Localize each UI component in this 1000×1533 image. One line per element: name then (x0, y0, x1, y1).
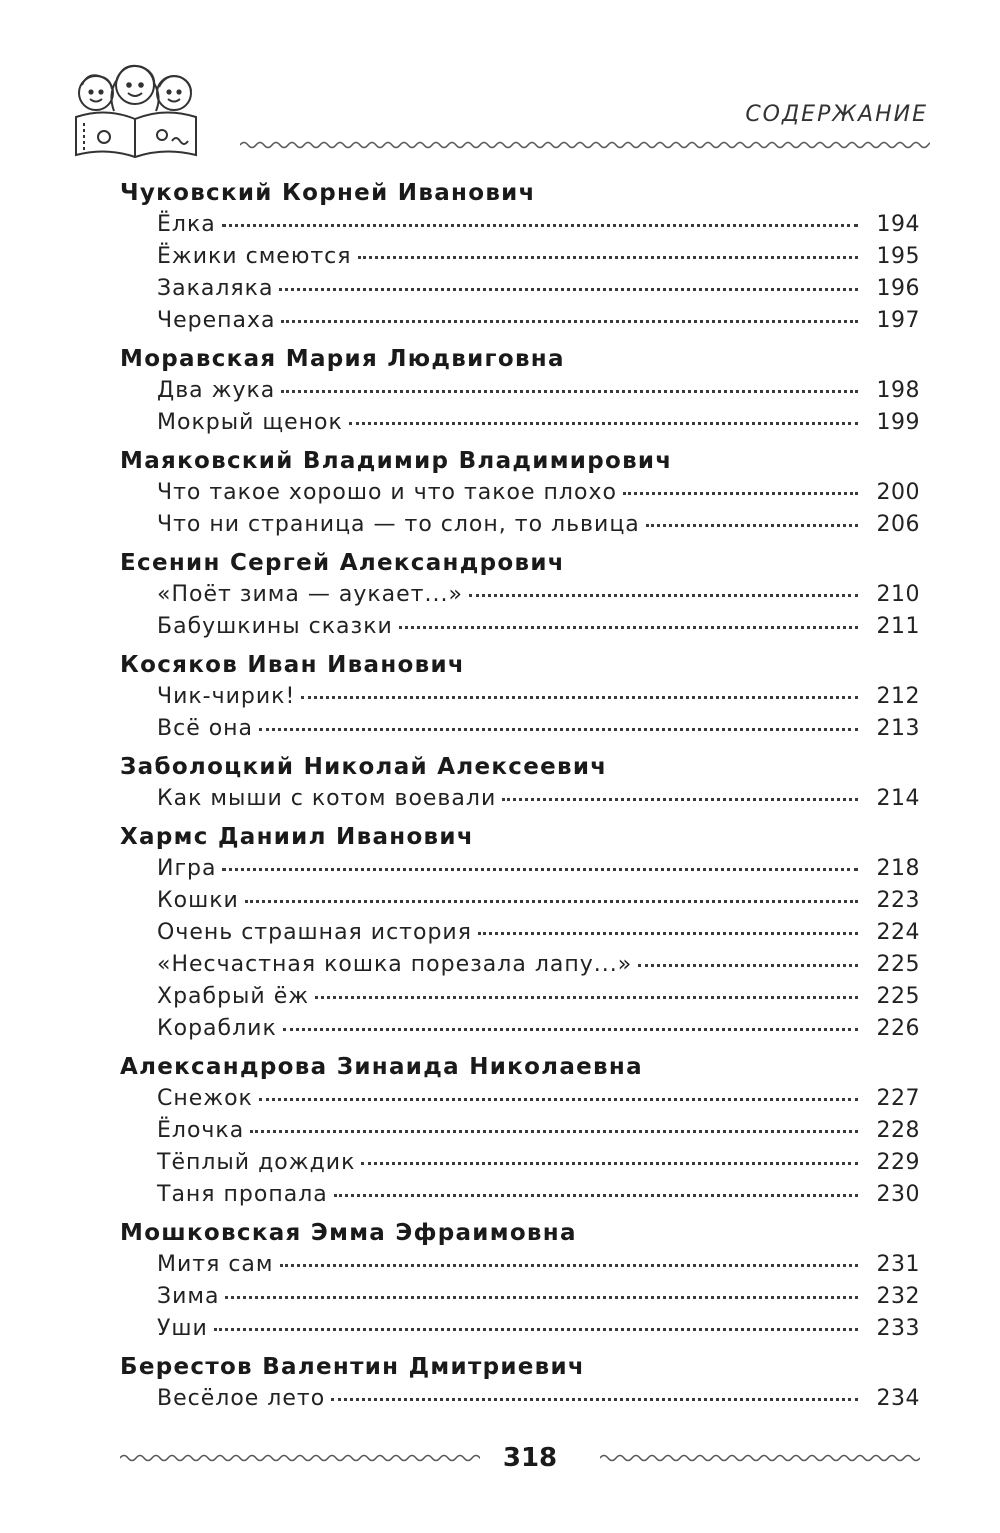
entry-page-number: 232 (876, 1284, 920, 1309)
entry-page-number: 227 (876, 1086, 920, 1111)
dot-leader (349, 422, 858, 425)
children-reading-book-icon (62, 55, 208, 160)
toc-entry (120, 1013, 920, 1045)
entry-title: Снежок (157, 1086, 253, 1111)
dot-leader (638, 964, 858, 967)
header-title: СОДЕРЖАНИЕ (745, 102, 928, 127)
author-heading: Александрова Зинаида Николаевна (120, 1054, 643, 1080)
entry-title: Черепаха (157, 308, 276, 333)
entry-title: Ёжики смеются (157, 244, 352, 269)
toc-entry (120, 917, 920, 949)
toc-entry (120, 1179, 920, 1211)
author-heading: Заболоцкий Николай Алексеевич (120, 754, 608, 780)
entry-page-number: 218 (876, 856, 920, 881)
toc-entry (120, 1281, 920, 1313)
toc-entry (120, 1249, 920, 1281)
author-heading: Маяковский Владимир Владимирович (120, 448, 673, 474)
entry-page-number: 224 (876, 920, 920, 945)
dot-leader (281, 390, 858, 393)
entry-page-number: 194 (876, 212, 920, 237)
dot-leader (358, 256, 859, 259)
entry-page-number: 228 (876, 1118, 920, 1143)
author-heading: Чуковский Корней Иванович (120, 180, 536, 206)
author-heading: Моравская Мария Людвиговна (120, 346, 565, 372)
entry-title: Два жука (157, 378, 276, 403)
toc-entry (120, 1147, 920, 1179)
dot-leader (361, 1162, 858, 1165)
author-heading: Косяков Иван Иванович (120, 652, 465, 678)
dot-leader (279, 288, 858, 291)
dot-leader (250, 1130, 858, 1133)
dot-leader (259, 1098, 858, 1101)
dot-leader (280, 1264, 859, 1267)
entry-page-number: 230 (876, 1182, 920, 1207)
entry-page-number: 225 (876, 984, 920, 1009)
dot-leader (281, 320, 858, 323)
dot-leader (469, 594, 858, 597)
entry-page-number: 197 (876, 308, 920, 333)
toc-entry (120, 407, 920, 439)
entry-title: Таня пропала (157, 1182, 328, 1207)
entry-title: Что такое хорошо и что такое плохо (157, 480, 617, 505)
dot-leader (502, 798, 858, 801)
entry-title: Митя сам (157, 1252, 274, 1277)
toc-entry (120, 375, 920, 407)
toc-entry (120, 579, 920, 611)
dot-leader (301, 696, 858, 699)
entry-page-number: 212 (876, 684, 920, 709)
entry-page-number: 199 (876, 410, 920, 435)
dot-leader (334, 1194, 858, 1197)
dot-leader (399, 626, 858, 629)
entry-page-number: 223 (876, 888, 920, 913)
toc-entry (120, 885, 920, 917)
dot-leader (222, 224, 858, 227)
entry-title: Что ни страница — то слон, то львица (157, 512, 640, 537)
entry-title: Кораблик (157, 1016, 277, 1041)
entry-page-number: 198 (876, 378, 920, 403)
dot-leader (283, 1028, 858, 1031)
entry-title: Игра (157, 856, 217, 881)
author-heading: Берестов Валентин Дмитриевич (120, 1354, 586, 1380)
toc-entry (120, 509, 920, 541)
entry-page-number: 214 (876, 786, 920, 811)
author-heading: Мошковская Эмма Эфраимовна (120, 1220, 577, 1246)
toc-entry (120, 305, 920, 337)
toc-entry (120, 681, 920, 713)
dot-leader (259, 728, 858, 731)
toc-entry (120, 611, 920, 643)
toc-entry (120, 273, 920, 305)
dot-leader (225, 1296, 858, 1299)
entry-page-number: 226 (876, 1016, 920, 1041)
entry-page-number: 196 (876, 276, 920, 301)
header-wave-divider (240, 138, 930, 152)
entry-page-number: 231 (876, 1252, 920, 1277)
dot-leader (646, 524, 858, 527)
entry-title: Очень страшная история (157, 920, 472, 945)
entry-page-number: 211 (876, 614, 920, 639)
entry-title: Закаляка (157, 276, 274, 301)
entry-title: Кошки (157, 888, 239, 913)
footer-wave-divider-left (120, 1451, 480, 1465)
entry-title: Бабушкины сказки (157, 614, 393, 639)
toc-entry (120, 713, 920, 745)
entry-page-number: 229 (876, 1150, 920, 1175)
author-heading: Хармс Даниил Иванович (120, 824, 474, 850)
entry-page-number: 233 (876, 1316, 920, 1341)
entry-title: «Поёт зима — аукает...» (157, 582, 463, 607)
page-number: 318 (502, 1443, 558, 1473)
entry-title: Весёлое лето (157, 1386, 326, 1411)
entry-page-number: 200 (876, 480, 920, 505)
dot-leader (214, 1328, 858, 1331)
toc-entry (120, 1313, 920, 1345)
toc-entry (120, 477, 920, 509)
toc-entry (120, 241, 920, 273)
toc-entry (120, 783, 920, 815)
entry-title: Как мыши с котом воевали (157, 786, 497, 811)
toc-entry (120, 1115, 920, 1147)
entry-page-number: 213 (876, 716, 920, 741)
entry-title: Храбрый ёж (157, 984, 310, 1009)
dot-leader (478, 932, 858, 935)
entry-title: Ёлка (157, 212, 216, 237)
toc-entry (120, 949, 920, 981)
entry-title: Зима (157, 1284, 220, 1309)
footer-wave-divider-right (600, 1451, 920, 1465)
entry-page-number: 195 (876, 244, 920, 269)
entry-title: Всё она (157, 716, 254, 741)
dot-leader (315, 996, 858, 999)
dot-leader (245, 900, 858, 903)
dot-leader (222, 868, 858, 871)
entry-title: Чик-чирик! (157, 684, 296, 709)
entry-page-number: 206 (876, 512, 920, 537)
entry-title: Уши (157, 1316, 208, 1341)
entry-title: «Несчастная кошка порезала лапу...» (157, 952, 633, 977)
toc-entry (120, 981, 920, 1013)
dot-leader (623, 492, 858, 495)
dot-leader (331, 1398, 858, 1401)
entry-page-number: 225 (876, 952, 920, 977)
entry-title: Тёплый дождик (157, 1150, 356, 1175)
entry-title: Ёлочка (157, 1118, 245, 1143)
toc-entry (120, 1083, 920, 1115)
entry-title: Мокрый щенок (157, 410, 343, 435)
table-of-contents (120, 178, 920, 1415)
toc-entry (120, 209, 920, 241)
entry-page-number: 210 (876, 582, 920, 607)
author-heading: Есенин Сергей Александрович (120, 550, 565, 576)
entry-page-number: 234 (876, 1386, 920, 1411)
toc-entry (120, 853, 920, 885)
toc-entry (120, 1383, 920, 1415)
